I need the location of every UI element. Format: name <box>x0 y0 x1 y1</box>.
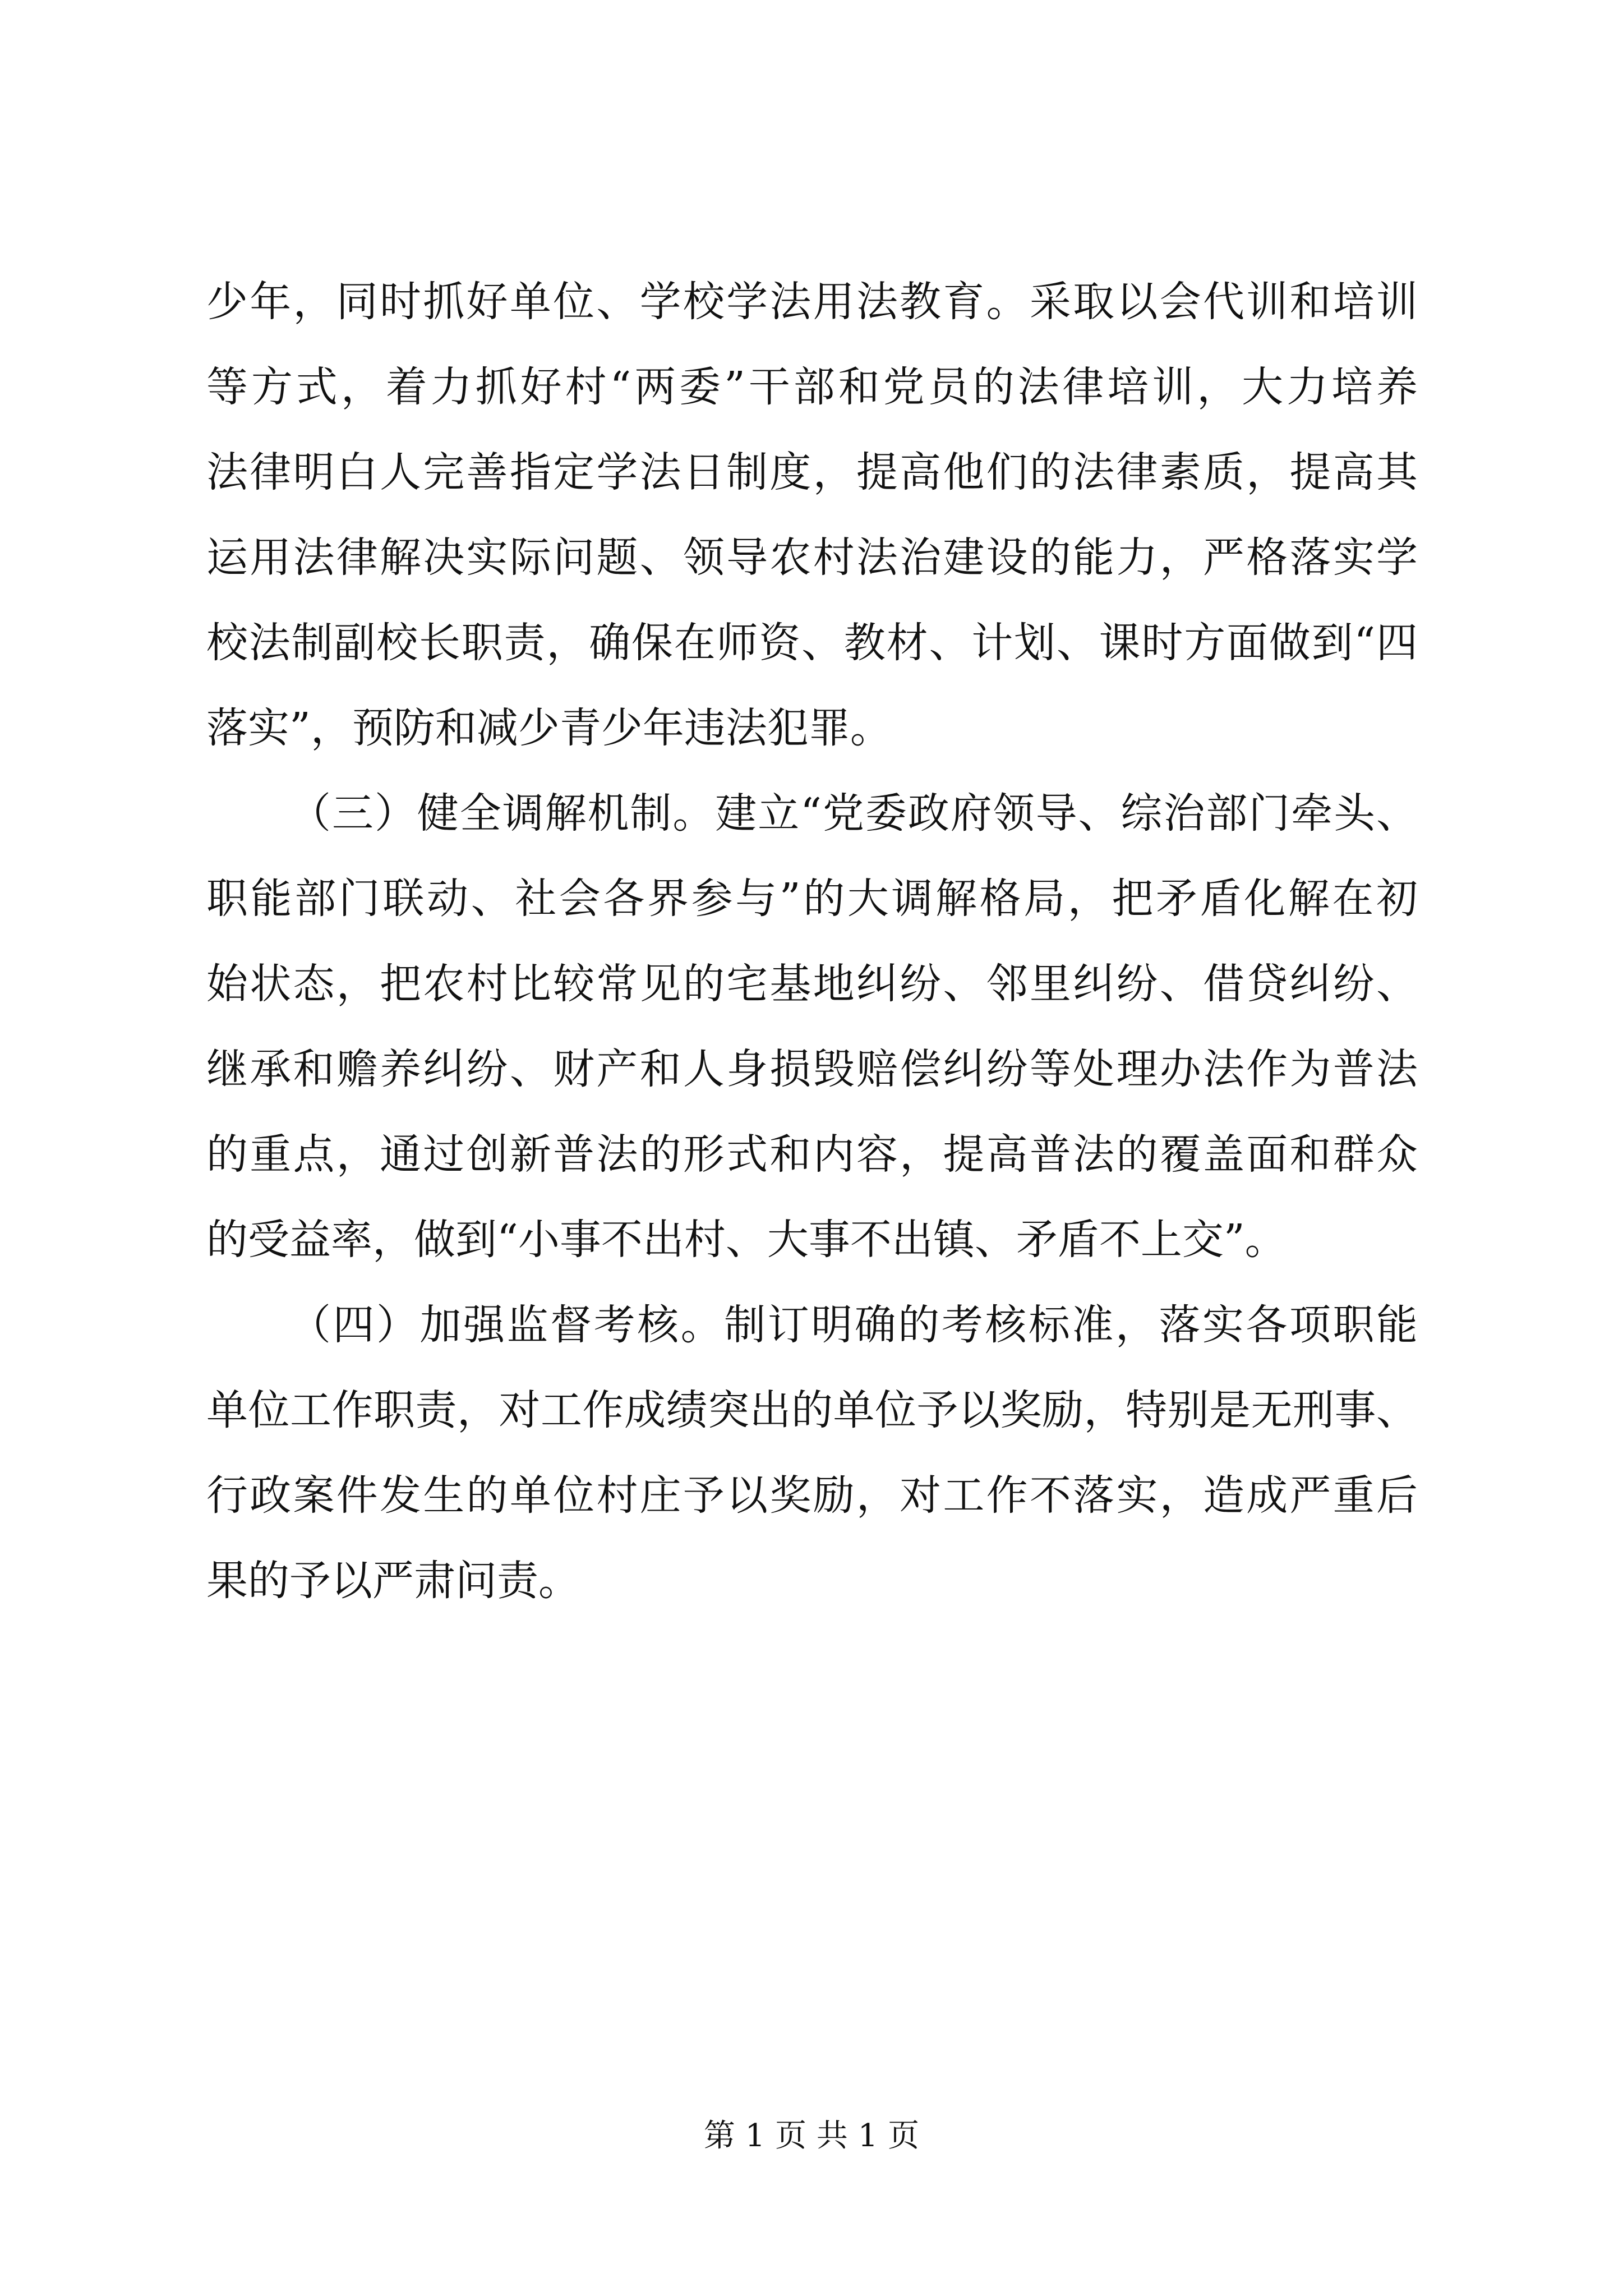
text-line: 等方式，着力抓好村“两委”干部和党员的法律培训，大力培养 <box>206 363 1418 411</box>
text-line: 的受益率，做到“小事不出村、大事不出镇、矛盾不上交”。 <box>206 1216 1287 1264</box>
paragraph <box>206 1282 1418 1623</box>
text-line: 落实”，预防和减少青少年违法犯罪。 <box>206 704 892 752</box>
text-line: 果的予以严肃问责。 <box>206 1557 580 1605</box>
paragraph <box>206 259 1418 771</box>
text-line: 的重点，通过创新普法的形式和内容，提高普法的覆盖面和群众 <box>206 1130 1418 1179</box>
document-body <box>206 259 1418 1623</box>
text-line: 法律明白人完善指定学法日制度，提高他们的法律素质，提高其 <box>206 448 1418 496</box>
page-number-footer: 第 1 页 共 1 页 <box>703 2118 920 2154</box>
text-line: 职能部门联动、社会各界参与”的大调解格局，把矛盾化解在初 <box>206 875 1418 923</box>
paragraph <box>206 771 1418 1282</box>
text-line: 运用法律解决实际问题、领导农村法治建设的能力，严格落实学 <box>206 533 1418 582</box>
text-line: 单位工作职责，对工作成绩突出的单位予以奖励，特别是无刑事、 <box>206 1386 1418 1434</box>
text-line: （四）加强监督考核。制订明确的考核标准，落实各项职能 <box>289 1301 1418 1349</box>
text-line: 继承和赡养纠纷、财产和人身损毁赔偿纠纷等处理办法作为普法 <box>206 1045 1418 1093</box>
text-line: 行政案件发生的单位村庄予以奖励，对工作不落实，造成严重后 <box>206 1471 1418 1520</box>
text-line: 少年，同时抓好单位、学校学法用法教育。采取以会代训和培训 <box>206 278 1418 326</box>
text-line: （三）健全调解机制。建立“党委政府领导、综治部门牵头、 <box>289 789 1418 838</box>
text-line: 始状态，把农村比较常见的宅基地纠纷、邻里纠纷、借贷纠纷、 <box>206 960 1418 1008</box>
text-line: 校法制副校长职责，确保在师资、教材、计划、课时方面做到“四 <box>206 619 1418 667</box>
